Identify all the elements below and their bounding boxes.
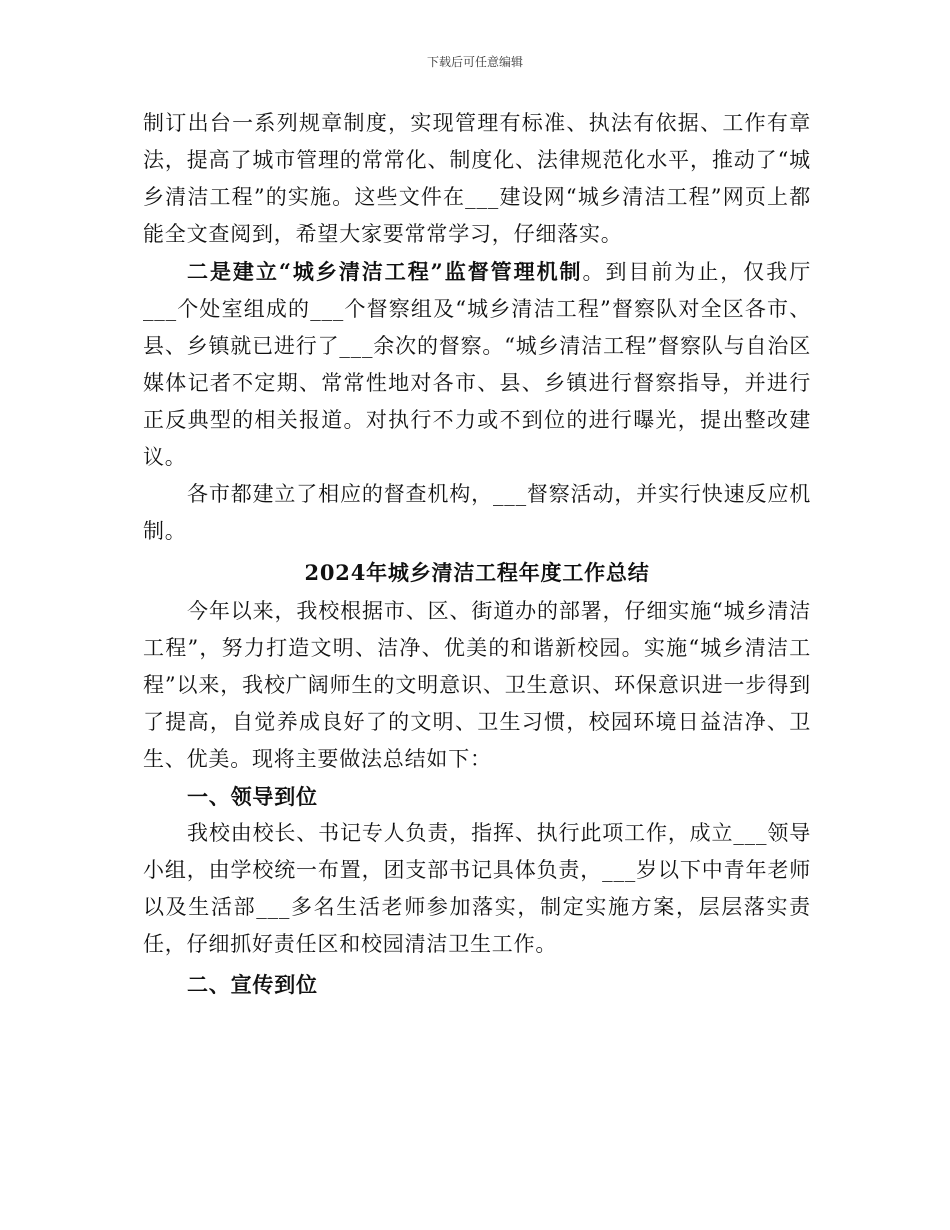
section-heading-publicity: 二、宣传到位 <box>187 972 318 997</box>
document-title: 2024年城乡清洁工程年度工作总结 <box>304 560 650 585</box>
paragraph-supervision <box>143 253 811 476</box>
supervision-lead: 二是建立“城乡清洁工程”监督管理机制 <box>187 259 583 284</box>
paragraph-regulations: 制订出台一系列规章制度，实现管理有标准、执法有依据、工作有章法，提高了城市管理的常常化、制度化、法律规范化水平，推动了“城乡清洁工程”的实施。这些文件在___建设网“城乡清洁工程”网页上都能全文查阅到，希望大家要常常学习，仔细落实。 <box>143 111 811 246</box>
paragraph-intro: 今年以来，我校根据市、区、街道办的部署，仔细实施“城乡清洁工程”，努力打造文明、洁净、优美的和谐新校园。实施“城乡清洁工程”以来，我校广阔师生的文明意识、卫生意识、环保意识进一步得到了提高，自觉养成良好了的文明、卫生习惯，校园环境日益洁净、卫生、优美。现将主要做法总结如下： <box>143 599 811 771</box>
document-body <box>143 105 811 1003</box>
paragraph-inspection: 各市都建立了相应的督查机构，___督察活动，并实行快速反应机制。 <box>143 482 811 543</box>
paragraph-leadership: 我校由校长、书记专人负责，指挥、执行此项工作，成立___领导小组，由学校统一布置，团支部书记具体负责，___岁以下中青年老师以及生活部___多名生活老师参加落实，制定实施方案，层层落实责任，仔细抓好责任区和校园清洁卫生工作。 <box>143 821 811 956</box>
section-heading-leadership: 一、领导到位 <box>187 784 318 809</box>
page-header: 下载后可任意编辑 <box>426 55 523 69</box>
supervision-text: 。到目前为止，仅我厅___个处室组成的___个督察组及“城乡清洁工程”督察队对全区各市、县、乡镇就已进行了___余次的督察。“城乡清洁工程”督察队与自治区媒体记者不定期、常常性地对各市、县、乡镇进行督察指导，并进行正反典型的相关报道。对执行不力或不到位的进行曝光，提出整改建议。 <box>143 260 811 469</box>
